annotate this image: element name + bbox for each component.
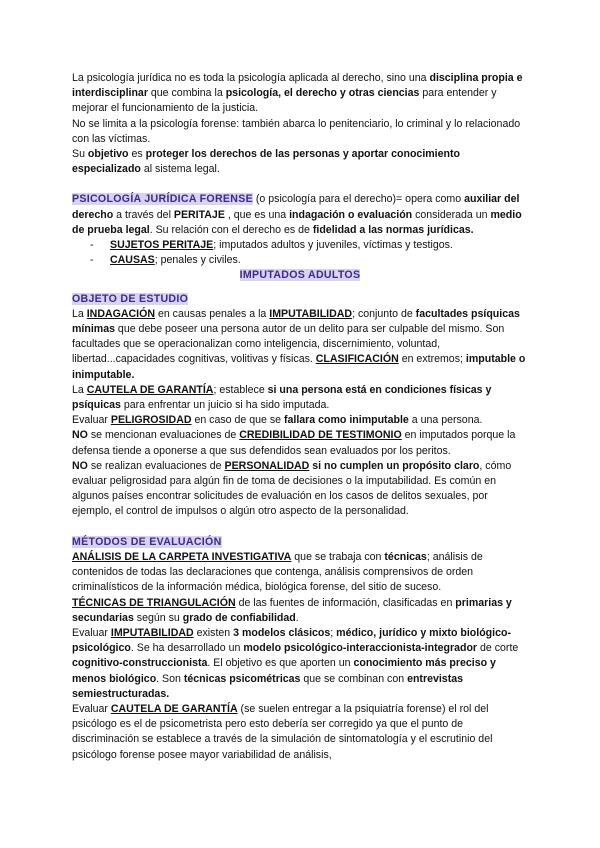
forense-section [72,192,528,283]
metodos-paragraph-1: ANÁLISIS DE LA CARPETA INVESTIGATIVA que se trabaja con técnicas; análisis de contenidos de todas las declaraciones que contenga, análisis comprensivos de orden criminalísticos de la información médica, biológica forense, del sitio de suceso. [72,550,483,594]
metodos-paragraph-3: Evaluar IMPUTABILIDAD existen 3 modelos clásicos; médico, jurídico y mixto biológico-psicológico. Se ha desarrollado un modelo psicológico-interaccionista-integrador de corte cognitivo-construccionista. El objetivo es que aporten un conocimiento más preciso y menos biológico. Son técnicas psicométricas que se combinan con entrevistas semiestructuradas. [72,626,519,700]
intro-paragraph-1: La psicología jurídica no es toda la psicología aplicada al derecho, sino una disciplina propia e interdisciplinar que combina la psicología, el derecho y otras ciencias para entender y mejorar el funcionamiento de la justicia. [72,72,523,115]
objeto-paragraph-3: Evaluar PELIGROSIDAD en caso de que se fallara como inimputable a una persona. [72,414,483,427]
objeto-paragraph-5: NO se realizan evaluaciones de PERSONALIDAD si no cumplen un propósito claro, cómo evaluar peligrosidad para algún fin de toma de decisiones o la imputabilidad. Es común en algunos países encontrar solicitudes de evaluación en los casos de delitos sexuales, por ejemplo, el control de impulsos o algún otro aspecto de la personalidad. [72,459,512,518]
objeto-paragraph-4: NO se mencionan evaluaciones de CREDIBILIDAD DE TESTIMONIO en imputados porque la defensa tiende a oponerse a que sus defendidos sean evaluados por los peritos. [72,429,516,457]
forense-paragraph: PSICOLOGÍA JURÍDICA FORENSE (o psicología para el derecho)= opera como auxiliar del derecho a través del PERITAJE , que es una indagación o evaluación considerada un medio de prueba legal. Su relación con el derecho es de fidelidad a las normas jurídicas. [72,193,522,236]
list-item: - CAUSAS; penales y civiles. [110,253,528,268]
document-page [72,71,528,763]
list-item: - SUJETOS PERITAJE; imputados adultos y juveniles, víctimas y testigos. [110,238,528,253]
objeto-heading: OBJETO DE ESTUDIO [72,292,189,305]
forense-list [72,238,528,268]
metodos-section [72,535,528,763]
intro-paragraph-3: Su objetivo es proteger los derechos de las personas y aportar conocimiento especializado al sistema legal. [72,148,460,176]
metodos-paragraph-2: TÉCNICAS DE TRIANGULACIÓN de las fuentes de información, clasificadas en primarias y secundarias según su grado de confiabilidad. [72,596,512,624]
imputados-heading: IMPUTADOS ADULTOS [239,269,361,282]
forense-heading: PSICOLOGÍA JURÍDICA FORENSE [72,193,253,206]
intro-paragraph-2: No se limita a la psicología forense: también abarca lo penitenciario, lo criminal y lo relacionado con las víctimas. [72,117,521,145]
intro-section [72,71,528,177]
metodos-paragraph-4: Evaluar CAUTELA DE GARANTÍA (se suelen entregar a la psiquiatría forense) el rol del psicólogo es el de psicometrista pero esto debería ser corregido ya que el punto de discriminación se establece a través de la simulación de sintomatología y el escrutinio del psicólogo forense posee mayor variabilidad de análisis, [72,702,493,761]
metodos-heading: MÉTODOS DE EVALUACIÓN [72,535,222,548]
objeto-paragraph-2: La CAUTELA DE GARANTÍA; establece si una persona está en condiciones físicas y psíquicas para enfrentar un juicio si ha sido imputada. [72,383,492,412]
objeto-paragraph-1: La INDAGACIÓN en causas penales a la IMPUTABILIDAD; conjunto de facultades psíquicas mínimas que debe poseer una persona autor de un delito para ser culpable del mismo. Son facultades que se operacionalizan como inteligencia, discernimiento, voluntad, libertad...capacidades cognitivas, volitivas y físicas. CLASIFICACIÓN en extremos; imputable o inimputable. [72,307,526,381]
objeto-section [72,292,528,520]
